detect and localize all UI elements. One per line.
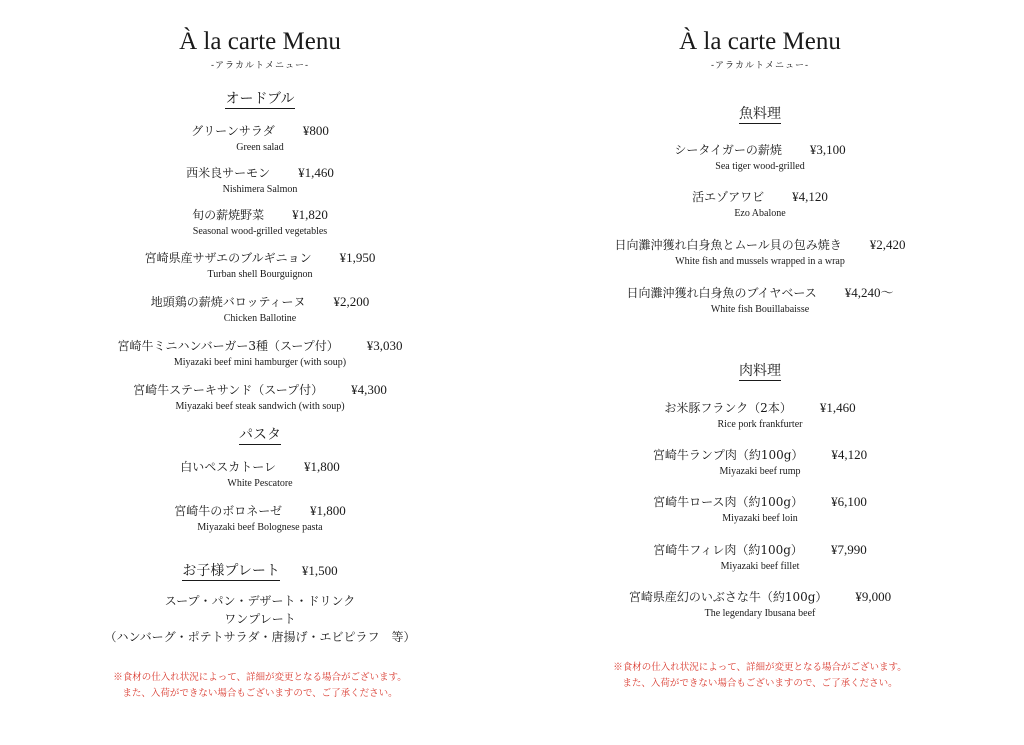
section-heading-fish: 魚料理	[739, 106, 781, 122]
kids-plate-description: スープ・パン・デザート・ドリンク	[164, 594, 356, 608]
menu-item: 宮崎牛のボロネーゼ ¥1,800 Miyazaki beef Bolognese pasta	[174, 503, 346, 533]
menu-subtitle: -アラカルトメニュー-	[211, 61, 309, 71]
menu-item: お米豚フランク（2本） ¥1,460 Rice pork frankfurter	[664, 400, 856, 430]
kids-plate-description: ワンプレート	[224, 612, 296, 626]
menu-item: 日向灘沖獲れ白身魚のブイヤベース ¥4,240～ White fish Bouillabaisse	[626, 285, 894, 315]
menu-item: 旬の薪焼野菜 ¥1,820 Seasonal wood-grilled vegetables	[192, 207, 328, 237]
section-heading-hors-doeuvre: オードブル	[225, 91, 295, 107]
menu-item: 宮崎県産幻のいぶさな牛（約100g） ¥9,000 The legendary Ibusana beef	[628, 589, 892, 619]
availability-note: ※食材の仕入れ状況によって、詳細が変更となる場合がございます。	[613, 662, 907, 673]
menu-item: 宮崎牛ロース肉（約100g） ¥6,100 Miyazaki beef loin	[653, 494, 867, 524]
menu-item: 活エゾアワビ ¥4,120 Ezo Abalone	[692, 189, 828, 219]
menu-item: 宮崎牛ミニハンバーガー3種（スープ付） ¥3,030 Miyazaki beef mini hamburger (with soup)	[117, 338, 403, 368]
section-heading-pasta: パスタ	[239, 427, 281, 443]
menu-title: À la carte Menu	[179, 28, 341, 55]
availability-note: また、入荷ができない場合もございますので、ご了承ください。	[122, 688, 398, 699]
section-heading-kids-plate: お子様プレート ¥1,500	[182, 563, 338, 579]
availability-note: ※食材の仕入れ状況によって、詳細が変更となる場合がございます。	[113, 672, 407, 683]
availability-note: また、入荷ができない場合もございますので、ご了承ください。	[622, 678, 898, 689]
menu-item: シータイガーの薪焼 ¥3,100 Sea tiger wood-grilled	[674, 142, 846, 172]
menu-item: 西米良サーモン ¥1,460 Nishimera Salmon	[186, 165, 334, 195]
kids-plate-description: （ハンバーグ・ポテトサラダ・唐揚げ・エビピラフ 等）	[104, 630, 416, 644]
menu-item: 宮崎牛フィレ肉（約100g） ¥7,990 Miyazaki beef fillet	[653, 542, 867, 572]
menu-subtitle: -アラカルトメニュー-	[711, 61, 809, 71]
menu-item: 宮崎県産サザエのブルギニョン ¥1,950 Turban shell Bourguignon	[144, 250, 376, 280]
menu-item: 日向灘沖獲れ白身魚とムール貝の包み焼き ¥2,420 White fish and mussels wrapped in a wrap	[614, 237, 906, 267]
menu-title: À la carte Menu	[679, 28, 841, 55]
menu-item: 地頭鶏の薪焼バロッティーヌ ¥2,200 Chicken Ballotine	[150, 294, 370, 324]
menu-item: グリーンサラダ ¥800 Green salad	[191, 123, 329, 153]
menu-item: 白いペスカトーレ ¥1,800 White Pescatore	[180, 459, 340, 489]
section-heading-meat: 肉料理	[739, 363, 781, 379]
menu-item: 宮崎牛ランプ肉（約100g） ¥4,120 Miyazaki beef rump	[652, 447, 868, 477]
menu-item: 宮崎牛ステーキサンド（スープ付） ¥4,300 Miyazaki beef steak sandwich (with soup)	[133, 382, 387, 412]
